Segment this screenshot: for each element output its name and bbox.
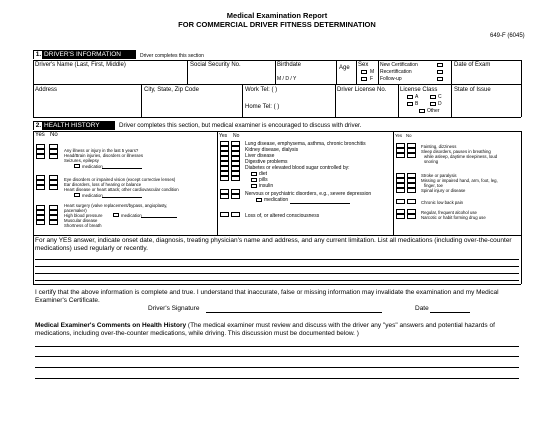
history-item: diet [259,171,268,177]
col1-yes-box[interactable] [36,154,45,159]
col2-yes-box[interactable] [220,194,229,199]
examiner-comments-intro [35,322,517,338]
history-item: medication [264,197,289,203]
col1-yes-box[interactable] [36,185,45,190]
class-b-label: B [415,101,419,107]
class-b-checkbox[interactable] [407,102,413,106]
col1-no-label: No [50,132,58,138]
class-a-checkbox[interactable] [407,95,413,99]
section2-title: HEALTH HISTORY [44,121,100,129]
date-exam-label: Date of Exam [454,62,491,68]
history-item: while asleep, daytime sleepiness, loud [424,154,498,159]
history-item: Head/Brain injuries, disorders or illnesses [64,153,144,158]
history-item: finger, toe [424,183,443,188]
address-label: Address [35,87,58,93]
history-item: Digestive problems [245,159,288,165]
history-item: Kidney disease, dialysis [245,147,299,153]
history-item: Diabetes or elevated blood sugar controlled by: [245,165,350,171]
history-item: Nervous or psychiatric disorders, e.g., severe depression [245,191,372,197]
history-item: Shortness of breath [64,223,102,228]
class-other-label: Other [427,108,440,114]
class-c-checkbox[interactable] [430,95,436,99]
col3-yes-box[interactable] [396,153,405,158]
home-tel-label: Home Tel: ( ) [245,104,280,110]
history-item: Fainting, dizziness [421,144,457,149]
col1-no-box[interactable] [49,154,58,159]
sex-m-label: M [370,69,375,75]
new-cert-checkbox[interactable] [437,63,443,67]
signature-line[interactable] [206,312,382,313]
col2-yes-box[interactable] [220,176,229,181]
date-line[interactable] [430,312,470,313]
history-item: Ear disorders, loss of hearing or balance [64,182,142,187]
section1-number: 1. [35,50,42,58]
sex-m-checkbox[interactable] [361,70,367,74]
history-item: Seizures, epilepsy [64,158,99,163]
history-item: High blood pressure [64,213,103,218]
history-item: snoring [424,159,439,164]
history-item: medication [82,163,103,169]
state-issue-label: State of Issue [454,87,491,93]
work-tel-label: Work Tel: ( ) [245,87,278,93]
col3-no-box[interactable] [407,199,416,204]
history-item: Sleep disorders, pauses in breathing [421,149,491,154]
examiner-comments-title: Medical Examiner's Comments on Health History [35,322,187,329]
history-item: Lung disease, emphysema, asthma, chronic bronchitis [245,141,366,147]
history-item: Missing or impaired hand, arm, foot, leg, [421,178,498,183]
followup-checkbox[interactable] [437,77,443,81]
col2-no-box[interactable] [231,176,240,181]
class-d-label: D [438,101,442,107]
col3-yes-box[interactable] [396,214,405,219]
history-item: medication [121,212,142,218]
history-item: Stroke or paralysis [421,173,457,178]
section2-number: 2. [35,121,42,129]
medication-checkbox[interactable] [74,164,80,168]
col1-no-box[interactable] [49,220,58,225]
section1-note: Driver completes this section [140,53,204,59]
history-item: Loss of, or altered consciousness [245,213,320,219]
sex-label: Sex [358,62,369,68]
col1-no-box[interactable] [49,185,58,190]
birthdate-label: Birthdate [277,62,302,68]
license-class-label: License Class [400,87,438,93]
license-no-label: Driver License No. [337,87,387,93]
class-c-label: C [438,94,442,100]
col3-yes-label: Yes [395,133,403,138]
col2-no-label: No [233,133,240,139]
certification-statement: I certify that the above information is complete and true. I understand that inaccurate, false or missing information may invalidate the examination and my Medical Examiner's Certificate. [35,289,499,304]
section1-title: DRIVER'S INFORMATION [44,50,121,58]
col3-yes-box[interactable] [396,188,405,193]
history-item: Eye disorders or impaired vision (except corrective lenses) [64,177,176,182]
ssn-label: Social Security No. [190,62,241,68]
birthdate-format: M / D / Y [277,76,297,82]
col2-yes-label: Yes [219,133,228,139]
recert-label: Recertification [380,69,412,75]
history-item: Spinal injury or disease [421,188,466,193]
col1-yes-label: Yes [35,132,45,138]
col3-no-label: No [406,133,412,138]
history-item: Chronic low back pain [421,200,464,205]
history-item: Narcotic or habit forming drug use [421,215,486,220]
section2-note: Driver completes this section, but medical examiner is encouraged to discuss with driver. [119,122,362,129]
col3-no-box[interactable] [407,153,416,158]
col3-no-box[interactable] [407,188,416,193]
new-cert-label: New Certification [380,62,418,68]
history-item: Muscular disease [64,218,98,223]
medication-checkbox[interactable] [113,213,119,217]
recert-checkbox[interactable] [437,70,443,74]
sex-f-checkbox[interactable] [361,77,367,81]
history-item: Heart surgery (valve replacement/bypass, angioplasty, [64,203,168,208]
col3-yes-box[interactable] [396,199,405,204]
insulin-checkbox[interactable] [251,184,257,188]
date-label: Date [415,305,429,312]
yes-answer-instructions: For any YES answer, indicate onset date, diagnosis, treating physician's name and address, and any current limitation. List all medications (including over-the-counter medications) used regularly or recently. [35,237,512,252]
medication-checkbox[interactable] [74,193,80,197]
medication-checkbox[interactable] [256,198,262,202]
diet-checkbox[interactable] [251,172,257,176]
followup-label: Follow-up [380,76,402,82]
sex-f-label: F [370,76,374,82]
class-other-checkbox[interactable] [419,109,425,113]
history-item: pills [259,177,268,183]
form-number: 649-F (6045) [490,33,525,39]
history-item: Liver disease [245,153,275,159]
signature-label: Driver's Signature [148,305,200,312]
age-label: Age [339,65,350,71]
col2-yes-box[interactable] [220,212,229,217]
city-label: City, State, Zip Code [144,87,199,93]
col2-no-box[interactable] [231,194,240,199]
history-item: insulin [259,183,274,189]
col2-no-box[interactable] [231,212,240,217]
col1-yes-box[interactable] [36,220,45,225]
history-item: medication [82,192,103,198]
examiner-comments-text: (The medical examiner must review and discuss with the driver any "yes" answers and potential hazards of medications, including over-the-counter medications, while driving. This discussion must be documented below. ) [35,322,495,337]
form-subtitle: FOR COMMERCIAL DRIVER FITNESS DETERMINATION [178,20,376,29]
history-item: Regular, frequent alcohol use [421,210,477,215]
drivers-name-label: Driver's Name (Last, First, Middle) [35,62,126,68]
history-item: Any illness or injury in the last 5 years? [64,148,139,153]
history-item: Heart disease or heart attack; other cardiovascular condition [64,187,179,192]
col3-no-box[interactable] [407,214,416,219]
pills-checkbox[interactable] [251,178,257,182]
class-a-label: A [415,94,419,100]
history-item: pacemaker) [64,208,87,213]
class-d-checkbox[interactable] [430,102,436,106]
form-title: Medical Examination Report [226,11,328,20]
